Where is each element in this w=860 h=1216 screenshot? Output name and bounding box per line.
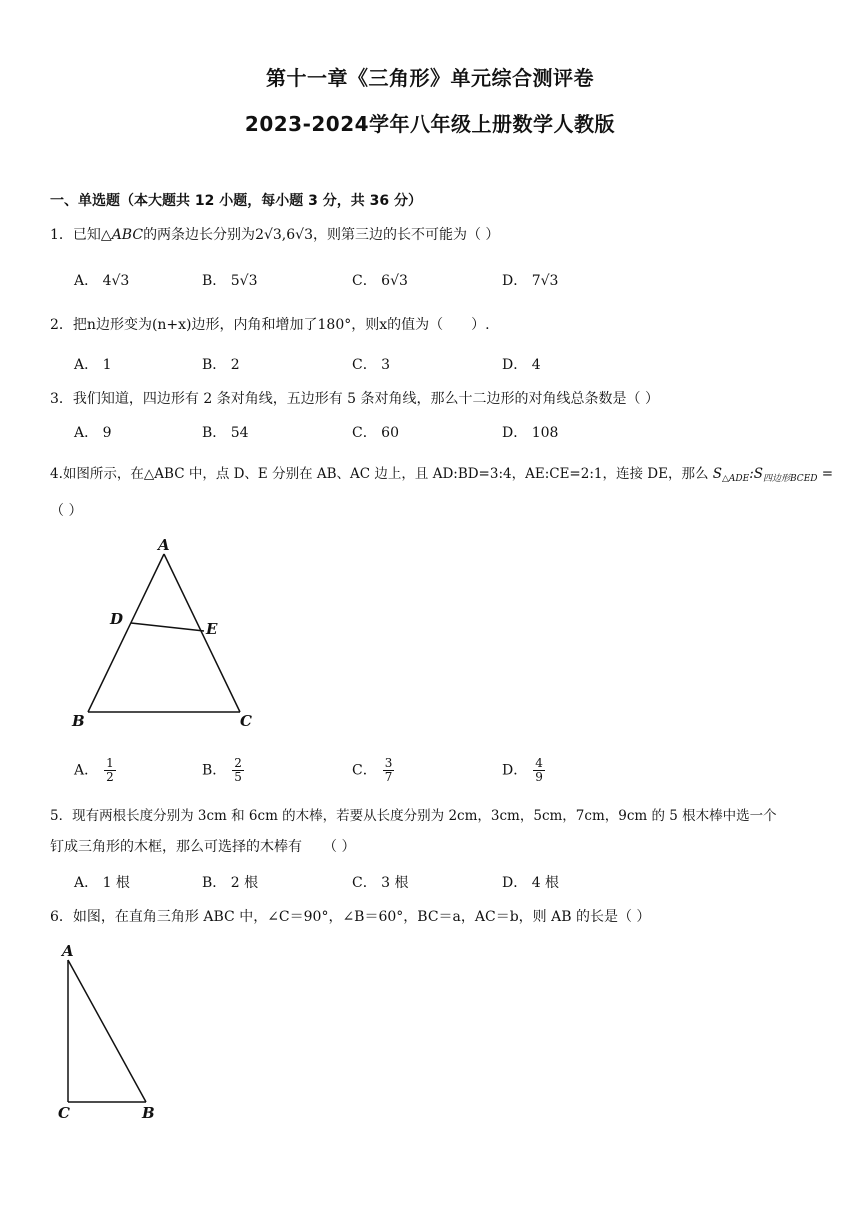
option-value: 5√3: [230, 273, 258, 289]
q2-option-c[interactable]: [352, 354, 390, 374]
label-a: A: [62, 942, 74, 960]
option-label: C．: [352, 357, 377, 373]
option-value: 60: [381, 425, 399, 441]
equals-sign: =: [821, 466, 834, 482]
question-text-mid: 的两条边长分别为: [143, 227, 256, 243]
question-text: 把n边形变为(n+x)边形，内角和增加了180°，则x的值为（ ）.: [72, 317, 490, 333]
question-text-after: ，则第三边的长不可能为（ ）: [312, 227, 500, 243]
option-label: A．: [74, 425, 99, 441]
q2-option-a[interactable]: [74, 354, 112, 374]
question-5-line-2: 钉成三角形的木框，那么可选择的木棒有 （ ）: [50, 839, 356, 855]
q2-option-d[interactable]: [502, 354, 541, 374]
option-label: B．: [202, 875, 227, 891]
option-label: C．: [352, 425, 377, 441]
numerator: 3: [384, 756, 393, 770]
numerator: 1: [106, 756, 114, 770]
q5-option-a[interactable]: [74, 872, 130, 892]
q1-option-d[interactable]: [502, 270, 558, 290]
question-5-line-1: [50, 804, 777, 824]
fraction: [104, 757, 116, 784]
area-subscript-2: 四边形BCED: [763, 474, 818, 484]
denominator: 9: [535, 770, 543, 784]
numerator: 2: [234, 756, 242, 770]
area-symbol: S: [753, 466, 764, 482]
q5-option-c[interactable]: [352, 872, 409, 892]
q5-option-d[interactable]: [502, 872, 559, 892]
q3-option-b[interactable]: [202, 422, 249, 442]
label-d: D: [110, 610, 124, 628]
denominator: 7: [384, 770, 393, 784]
q1-option-a[interactable]: [74, 270, 129, 290]
q4-option-d[interactable]: [502, 757, 545, 784]
option-value: 9: [102, 425, 112, 441]
option-value: 6√3: [381, 273, 408, 289]
question-text: 如图所示，在△ABC 中，点 D、E 分别在 AB、AC 边上，且 AD:BD=3:4，AE:CE=2:1，连接 DE，那么: [62, 466, 709, 482]
numerator: 4: [535, 756, 543, 770]
option-value: 1 根: [102, 875, 130, 891]
option-label: B．: [202, 273, 227, 289]
fraction: [232, 757, 244, 784]
label-e: E: [206, 620, 218, 638]
question-4: [50, 462, 833, 484]
option-label: A．: [74, 273, 99, 289]
ratio-separator: :: [749, 466, 754, 482]
side-lengths: 2√3,6√3: [255, 227, 313, 243]
question-4-answer-blank: （ ）: [50, 503, 83, 519]
option-label: D．: [502, 875, 528, 891]
label-c: C: [58, 1104, 70, 1122]
title-line-1: 第十一章《三角形》单元综合测评卷: [266, 66, 594, 90]
option-label: B．: [202, 425, 227, 441]
option-label: D．: [502, 357, 528, 373]
fraction: [383, 757, 395, 784]
option-label: C．: [352, 875, 377, 891]
denominator: 2: [106, 770, 114, 784]
option-label: A．: [74, 357, 99, 373]
option-label: D．: [502, 425, 528, 441]
question-text: 现有两根长度分别为 3cm 和 6cm 的木棒，若要从长度分别为 2cm，3cm，5cm，7cm，9cm 的 5 根木棒中选一个: [72, 808, 777, 824]
q4-option-b[interactable]: [202, 757, 244, 784]
right-triangle-figure: [50, 938, 170, 1128]
area-subscript-1: △ADE: [722, 474, 750, 484]
triangle-ade-figure: [60, 530, 280, 740]
option-value: 7√3: [531, 273, 559, 289]
option-label: C．: [352, 762, 377, 779]
segment-ab: [68, 960, 146, 1102]
option-value: 1: [102, 357, 112, 373]
section-heading: 一、单选题（本大题共 12 小题，每小题 3 分，共 36 分）: [50, 193, 422, 209]
option-value: 3: [381, 357, 391, 373]
option-value: 108: [531, 425, 559, 441]
q1-option-b[interactable]: [202, 270, 258, 290]
area-symbol: S: [712, 466, 722, 482]
label-b: B: [72, 712, 85, 730]
q4-option-c[interactable]: [352, 757, 394, 784]
segment-ab: [88, 554, 164, 712]
question-number: 2．: [50, 317, 73, 333]
option-label: B．: [202, 357, 227, 373]
option-value: 4: [531, 357, 541, 373]
option-label: A．: [74, 762, 99, 779]
q4-option-a[interactable]: [74, 757, 116, 784]
q1-option-c[interactable]: [352, 270, 408, 290]
fraction: [533, 757, 545, 784]
label-b: B: [142, 1104, 155, 1122]
q3-option-c[interactable]: [352, 422, 399, 442]
q2-option-b[interactable]: [202, 354, 240, 374]
option-label: D．: [502, 762, 528, 779]
question-text: 我们知道，四边形有 2 条对角线，五边形有 5 条对角线，那么十二边形的对角线总条数是（ ）: [72, 391, 659, 407]
option-label: C．: [352, 273, 377, 289]
option-label: B．: [202, 762, 227, 779]
question-number: 3．: [50, 391, 73, 407]
question-3: [50, 388, 659, 408]
q3-option-a[interactable]: [74, 422, 112, 442]
q5-option-b[interactable]: [202, 872, 258, 892]
area-ratio: [713, 466, 818, 482]
option-value: 54: [230, 425, 249, 441]
segment-de: [131, 623, 204, 631]
question-text: 如图，在直角三角形 ABC 中，∠C＝90°，∠B＝60°，BC＝a，AC＝b，则 AB 的长是（ ）: [72, 909, 651, 925]
option-label: A．: [74, 875, 99, 891]
label-c: C: [240, 712, 252, 730]
option-value: 2 根: [230, 875, 259, 891]
question-1: [50, 224, 499, 244]
denominator: 5: [234, 770, 242, 784]
question-6: [50, 906, 650, 926]
question-number: 4.: [50, 466, 63, 482]
option-label: D．: [502, 273, 528, 289]
segment-ac: [164, 554, 240, 712]
question-2: [50, 314, 490, 334]
q3-option-d[interactable]: [502, 422, 558, 442]
question-text-before: 已知: [72, 227, 101, 243]
label-a: A: [158, 536, 170, 554]
question-number: 6．: [50, 909, 73, 925]
triangle-name: △ABC: [100, 227, 144, 243]
option-value: 4√3: [102, 273, 130, 289]
title-line-2: 2023-2024学年八年级上册数学人教版: [244, 112, 616, 136]
option-value: 3 根: [381, 875, 409, 891]
question-number: 1．: [50, 227, 73, 243]
question-number: 5．: [50, 808, 73, 824]
option-value: 2: [230, 357, 240, 373]
option-value: 4 根: [531, 875, 560, 891]
